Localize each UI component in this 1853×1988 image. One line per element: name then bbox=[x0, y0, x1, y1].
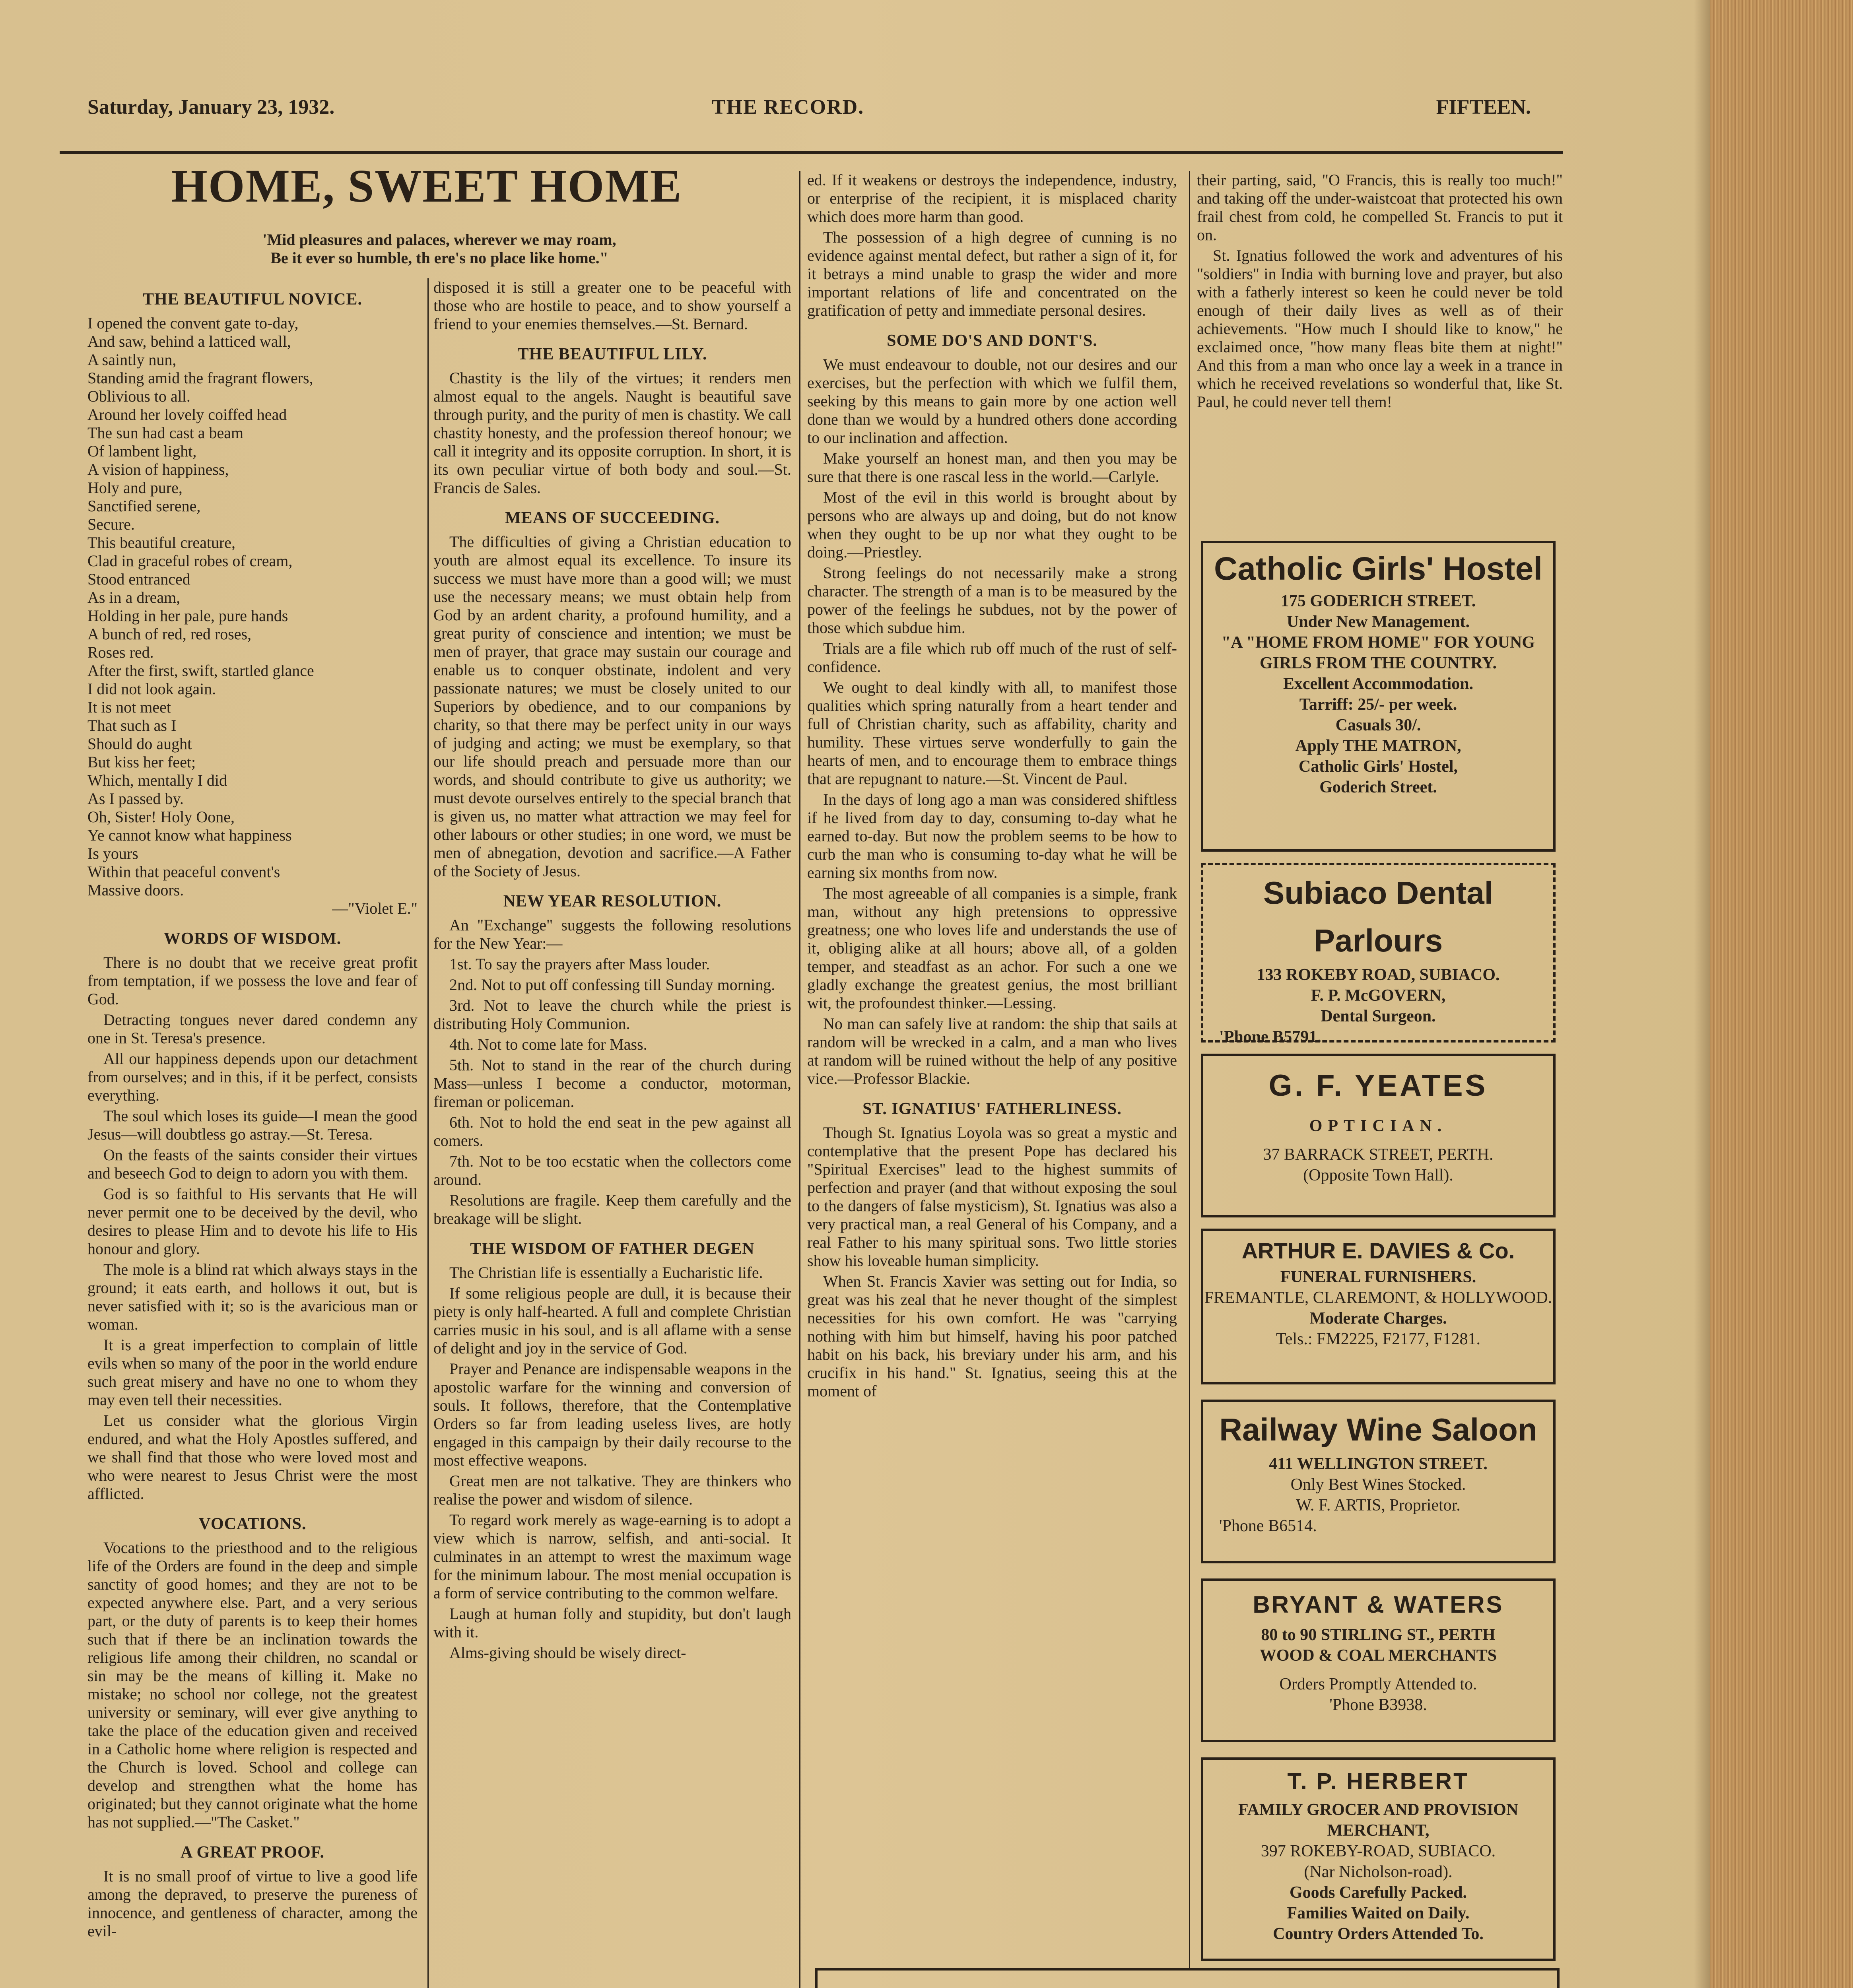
page-header bbox=[87, 95, 1531, 127]
charity-para: ed. If it weakens or destroys the independence, industry, or enterprise of the recipient, it is misplaced charity which does more harm than good. bbox=[807, 171, 1177, 225]
means-para: The difficulties of giving a Christian education to youth are almost equal its excellence. To insure its success we must have more than a good will; we must use the necessary means; we must obtain help from God by an ardent charity, a profound humility, and a great purity of conscience and intention; we must be men of prayer, that grace may sustain our courage and enable us to conquer obstinate, indolent and very passionate natures; we must be closely united to our Superiors by obedience, and to our companions by charity, so that there may be perfect unity in our ways of judging and acting; we must be exemplary, so that our life should preach and persuade more than our words, and should contribute to give us authority; we must devote ourselves entirely to the special branch that is given us, no matter what attraction we may feel for other labours or other studies; in one word, we must be men of abnegation, devotion and sacrifice.—A Father of the Society of Jesus. bbox=[433, 533, 791, 880]
masthead: THE RECORD. bbox=[712, 96, 864, 118]
resolution-para: 1st. To say the prayers after Mass louder. bbox=[449, 955, 710, 973]
dos-para: We must endeavour to double, not our desires and our exercises, but the perfection with which we fulfil them, seeking by this means to gain more by one action well done than we would by a hundred others done according to our inclination and affection. bbox=[807, 355, 1177, 447]
ignatius-continued: their parting, said, "O Francis, this is really too much!" and taking off the under-waistcoat that protected his own frail chest from cold, he compelled St. Francis to put it on. bbox=[1197, 171, 1563, 244]
wisdom-para: All our happiness depends upon our detachment from ourselves; and in this, if it be perfect, consists everything. bbox=[87, 1050, 418, 1104]
heading-novice: THE BEAUTIFUL NOVICE. bbox=[143, 290, 362, 309]
resolution-para: 3rd. Not to leave the church while the priest is distributing Holy Communion. bbox=[433, 996, 791, 1033]
dos-para: Make yourself an honest man, and then you may be sure that there is one rascal less in the world.—Carlyle. bbox=[807, 449, 1177, 485]
nelson-headline bbox=[818, 1986, 1557, 1988]
heading-degen: THE WISDOM OF FATHER DEGEN bbox=[470, 1240, 755, 1258]
ignatius-fleas: St. Ignatius followed the work and adventures of his "soldiers" in India with burning love and prayer, but also with a fatherly interest so keen he could never be told enough of their daily lives as well as of their achievements. "How much I should like to know," he exclaimed once, "how many fleas bite them at night!" And this from a man who once lay a week in a trance in which he received revelations so wonderful that, like St. Paul, he could never tell them! bbox=[1197, 247, 1563, 411]
davies-charges: Moderate Charges. bbox=[1309, 1309, 1447, 1328]
saloon-address: 411 WELLINGTON STREET. bbox=[1269, 1455, 1488, 1473]
vocations-para: Vocations to the priesthood and to the religious life of the Orders are found in the deep and simple sanctity of good homes; and they are not to be expected anywhere else. Part, and a very serious part, or the duty of parents is to keep their homes such that if there be an inclination towards the religious life among their children, no scandal or sin may be the means of killing it. Make no mistake; no school nor college, not the greatest university or seminary, will ever give anything to take the place of the education given and received in a Catholic home where religion is respected and the Church is loved. School and college can develop and strengthen what the home has originated; but they cannot originate what the home has not supplied.—"The Casket." bbox=[87, 1539, 418, 1831]
heading-dos: SOME DO'S AND DONT'S. bbox=[887, 332, 1097, 350]
resolution-para: Resolutions are fragile. Keep them carefully and the breakage will be slight. bbox=[433, 1191, 791, 1227]
herbert-families: Families Waited on Daily. bbox=[1287, 1904, 1470, 1922]
heading-ignatius: ST. IGNATIUS' FATHERLINESS. bbox=[862, 1100, 1122, 1118]
cunning-para: The possession of a high degree of cunning is no evidence against mental defect, but rather a sign of it, for it betrays a mind unable to grasp the wider and more important relations of life and concentrated on the gratification of petty and immediate personal desires. bbox=[807, 228, 1177, 319]
bryant-trade: WOOD & COAL MERCHANTS bbox=[1259, 1646, 1497, 1665]
degen-para: Prayer and Penance are indispensable weapons in the apostolic warfare for the winning and conversion of souls. It follows, therefore, that the Contemplative Orders so far from leading useless lives, are hotly engaged in this campaign by their daily recourse to the most effective weapons. bbox=[433, 1360, 791, 1469]
column-3 bbox=[807, 171, 1177, 1968]
wisdom-para: The mole is a blind rat which always stays in the ground; it eats earth, and hollows it out, but is never satisfied with it; so is the avaricious man or woman. bbox=[87, 1260, 418, 1333]
novice-poem: I opened the convent gate to-day, And saw, behind a latticed wall, A saintly nun, Standing amid the fragrant flowers, Oblivious to all. Around her lovely coiffed head The sun had cast a beam Of lambent light, A vision of happiness, Holy and pure, Sanctified serene, Secure. This beautiful creature, Clad in graceful robes of cream, Stood entranced As in a dream, Holding in her pale, pure hands A bunch of red, red roses, Roses red. After the first, swift, startled glance I did not look again. It is not meet That such as I Should do aught But kiss her feet; Which, mentally I did As I passed by. Oh, Sister! Holy Oone, Ye cannot know what happiness Is yours Within that peaceful convent's Massive doors. bbox=[87, 314, 314, 899]
issue-date: Saturday, January 23, 1932. bbox=[87, 96, 335, 118]
wisdom-para: It is a great imperfection to complain of little evils when so many of the poor in the world endure such great misery and have no one to whom they may even tell their necessities. bbox=[87, 1336, 418, 1409]
heading-proof: A GREAT PROOF. bbox=[180, 1843, 325, 1862]
hostel-apply-2: Catholic Girls' Hostel, bbox=[1298, 757, 1458, 776]
dos-para: We ought to deal kindly with all, to manifest those qualities which spring naturally from a heart tender and full of Christian charity, such as affability, charity and humility. These virtues serve wonderfully to gain the hearts of men, and to encourage them to embrace things that are repugnant to nature.—St. Vincent de Paul. bbox=[807, 678, 1177, 788]
dental-address: 133 ROKEBY ROAD, SUBIACO. bbox=[1257, 966, 1500, 984]
column-4 bbox=[1197, 171, 1563, 529]
saloon-name: Railway Wine Saloon bbox=[1219, 1412, 1537, 1447]
yeates-name: G. F. YEATES bbox=[1268, 1069, 1488, 1103]
resolution-para: 6th. Not to hold the end seat in the pew against all comers. bbox=[433, 1113, 791, 1149]
hostel-address: 175 GODERICH STREET. bbox=[1280, 592, 1476, 610]
saloon-phone: 'Phone B6514. bbox=[1219, 1517, 1317, 1535]
resolution-para: An "Exchange" suggests the following resolutions for the New Year:— bbox=[433, 916, 791, 952]
degen-para: The Christian life is essentially a Eucharistic life. bbox=[449, 1264, 763, 1281]
book-spine bbox=[1710, 0, 1853, 1988]
hostel-apply-3: Goderich Street. bbox=[1319, 778, 1437, 796]
degen-para: To regard work merely as wage-earning is to adopt a view which is narrow, selfish, and anti-social. It culminates in an attempt to wrest the maximum wage for the minimum labour. The most menial occupation is a form of service contributing to the common welfare. bbox=[433, 1511, 791, 1602]
bryant-orders: Orders Promptly Attended to. bbox=[1279, 1675, 1477, 1693]
lily-para: Chastity is the lily of the virtues; it renders men almost equal to the angels. Naught is beautiful save through purity, and the purity of men is chastity. We call chastity honesty, and the profession thereof honour; we call it integrity and its opposite corruption. In short, it is its own peculiar virtue of both body and soul.—St. Francis de Sales. bbox=[433, 369, 791, 497]
heading-vocations: VOCATIONS. bbox=[198, 1515, 307, 1533]
davies-tels: Tels.: FM2225, F2177, F1281. bbox=[1276, 1330, 1480, 1348]
hostel-management: Under New Management. bbox=[1287, 613, 1470, 631]
heading-means: MEANS OF SUCCEEDING. bbox=[505, 509, 720, 527]
bryant-phone: 'Phone B3938. bbox=[1329, 1696, 1427, 1714]
davies-trade: FUNERAL FURNISHERS. bbox=[1280, 1268, 1476, 1286]
dos-para: Strong feelings do not necessarily make a strong character. The strength of a man is to be measured by the power of the feelings he subdues, not by the power of those which subdue him. bbox=[807, 564, 1177, 637]
hostel-casuals: Casuals 30/. bbox=[1335, 716, 1421, 734]
dos-para: Most of the evil in this world is brought about by persons who are always up and doing, but do not know when they ought to be up nor what they ought to be doing.—Priestley. bbox=[807, 488, 1177, 561]
wisdom-para: There is no doubt that we receive great profit from temptation, if we possess the love and fear of God. bbox=[87, 953, 418, 1008]
ad-bryant-waters bbox=[1201, 1578, 1556, 1742]
herbert-address: 397 ROKEBY-ROAD, SUBIACO. bbox=[1261, 1842, 1496, 1860]
dental-name: Subiaco Dental Parlours bbox=[1263, 875, 1493, 958]
herbert-trade: FAMILY GROCER AND PROVISION MERCHANT, bbox=[1238, 1801, 1519, 1840]
motto: 'Mid pleasures and palaces, wherever we may roam, Be it ever so humble, th ere's no place like home." bbox=[262, 231, 616, 267]
degen-para: Alms-giving should be wisely direct- bbox=[449, 1644, 686, 1662]
hostel-name: Catholic Girls' Hostel bbox=[1214, 551, 1542, 587]
dos-para: In the days of long ago a man was considered shiftless if he lived from day to day, consuming to-day what he earned to-day. But now the problem seems to be how to curb the man who is consuming to-day what he will be earning six months from now. bbox=[807, 790, 1177, 881]
ad-herbert bbox=[1201, 1757, 1556, 1961]
wisdom-para: Let us consider what the glorious Virgin endured, and what the Holy Apostles suffered, and we shall find that those who were loved most and who were nearest to Jesus Christ were the most afflicted. bbox=[87, 1411, 418, 1503]
resolution-para: 4th. Not to come late for Mass. bbox=[449, 1035, 647, 1053]
davies-places: FREMANTLE, CLAREMONT, & HOLLYWOOD. bbox=[1204, 1289, 1552, 1307]
dos-para: No man can safely live at random: the ship that sails at random will be wrecked in a calm, and a man who lives at random will be ruined without the help of any positive vice.—Professor Blackie. bbox=[807, 1015, 1177, 1087]
ad-catholic-girls-hostel bbox=[1201, 541, 1556, 852]
ignatius-para: Though St. Ignatius Loyola was so great a mystic and contemplative that the present Pope has declared his "Spiritual Exercises" lead to the highest summits of perfection and prayer (and that without exposing the soul to the dangers of false mysticism), St. Ignatius was also a very practical man, a real General of his Company, and a real Father to his many spiritual sons. Two little stories show his loveable human simplicity. bbox=[807, 1124, 1177, 1270]
ignatius-para: When St. Francis Xavier was setting out for India, so great was his zeal that he never thought of the simplest necessities for his own comfort. He was "carrying nothing with him but himself, having his poor patched habit on his back, his breviary under his arm, and his crucifix in his hand." St. Ignatius, seeing this at the moment of bbox=[807, 1272, 1177, 1400]
bryant-address: 80 to 90 STIRLING ST., PERTH bbox=[1261, 1626, 1496, 1644]
dental-role: Dental Surgeon. bbox=[1321, 1007, 1436, 1025]
poem-signature: —"Violet E." bbox=[332, 899, 418, 917]
wisdom-para: The soul which loses its guide—I mean the good Jesus—will doubtless go astray.—St. Teresa. bbox=[87, 1107, 418, 1143]
column-2 bbox=[433, 278, 791, 1988]
bernard-quote: disposed it is still a greater one to be peaceful with those who are hostile to peace, and to show yourself a friend to your enemies themselves.—St. Bernard. bbox=[433, 278, 791, 333]
saloon-wines: Only Best Wines Stocked. bbox=[1290, 1475, 1466, 1494]
yeates-note: (Opposite Town Hall). bbox=[1303, 1166, 1453, 1184]
heading-resolution: NEW YEAR RESOLUTION. bbox=[503, 892, 722, 911]
page-title: HOME, SWEET HOME bbox=[171, 160, 682, 212]
column-1 bbox=[87, 278, 418, 1988]
wisdom-para: God is so faithful to His servants that He will never permit one to be deceived by the devil, who desires to please Him and to devote his life to His honour and glory. bbox=[87, 1185, 418, 1258]
hostel-tariff: Tarriff: 25/- per week. bbox=[1299, 695, 1457, 714]
resolution-para: 2nd. Not to put off confessing till Sunday morning. bbox=[449, 976, 775, 994]
column-rule bbox=[427, 278, 429, 1988]
heading-lily: THE BEAUTIFUL LILY. bbox=[517, 345, 707, 363]
dental-person: F. P. McGOVERN, bbox=[1311, 986, 1446, 1005]
yeates-address: 37 BARRACK STREET, PERTH. bbox=[1263, 1145, 1494, 1164]
saloon-owner: W. F. ARTIS, Proprietor. bbox=[1296, 1496, 1461, 1514]
dental-phone: 'Phone B5791. bbox=[1219, 1028, 1321, 1046]
ad-railway-saloon bbox=[1201, 1400, 1556, 1563]
dos-para: The most agreeable of all companies is a simple, frank man, without any high pretensions to oppressive greatness; one who loves life and understands the use of it, obliging alike at all hours; above all, of a golden temper, and steadfast as an achor. For such a one we gladly exchange the greatest genius, the most brilliant wit, the profoundest thinker.—Lessing. bbox=[807, 884, 1177, 1012]
proof-para: It is no small proof of virtue to live a good life among the depraved, to preserve the pureness of innocence, and gentleness of character, among the evil- bbox=[87, 1867, 418, 1940]
degen-para: Laugh at human folly and stupidity, but don't laugh with it. bbox=[433, 1605, 791, 1641]
resolution-para: 5th. Not to stand in the rear of the church during Mass—unless I become a conductor, motorman, fireman or policeman. bbox=[433, 1056, 791, 1110]
wisdom-para: Detracting tongues never dared condemn any one in St. Teresa's presence. bbox=[87, 1011, 418, 1047]
ad-george-nelson bbox=[815, 1968, 1560, 1988]
dos-para: Trials are a file which rub off much of the rust of self-confidence. bbox=[807, 639, 1177, 676]
ad-subiaco-dental bbox=[1201, 863, 1556, 1046]
page-number: FIFTEEN. bbox=[1436, 96, 1531, 118]
davies-name: ARTHUR E. DAVIES & Co. bbox=[1241, 1238, 1515, 1263]
wisdom-para: On the feasts of the saints consider their virtues and beseech God to deign to adorn you with them. bbox=[87, 1146, 418, 1182]
resolution-para: 7th. Not to be too ecstatic when the collectors come around. bbox=[433, 1152, 791, 1188]
yeates-trade: OPTICIAN. bbox=[1309, 1117, 1447, 1135]
ad-davies bbox=[1201, 1229, 1556, 1384]
header-rule bbox=[60, 151, 1563, 154]
heading-wisdom: WORDS OF WISDOM. bbox=[163, 930, 342, 948]
hostel-slogan: "A "HOME FROM HOME" FOR YOUNG GIRLS FROM THE COUNTRY. bbox=[1221, 633, 1535, 672]
herbert-country: Country Orders Attended To. bbox=[1273, 1925, 1484, 1943]
column-rule bbox=[1189, 171, 1190, 1968]
bryant-name: BRYANT & WATERS bbox=[1253, 1591, 1504, 1618]
herbert-near: (Nar Nicholson-road). bbox=[1304, 1863, 1453, 1881]
ad-yeates bbox=[1201, 1054, 1556, 1217]
herbert-goods: Goods Carefully Packed. bbox=[1289, 1883, 1467, 1902]
hostel-accommodation: Excellent Accommodation. bbox=[1283, 675, 1474, 693]
degen-para: Great men are not talkative. They are thinkers who realise the power and wisdom of silence. bbox=[433, 1472, 791, 1508]
column-rule bbox=[799, 171, 800, 1988]
herbert-name: T. P. HERBERT bbox=[1287, 1769, 1469, 1794]
hostel-apply: Apply THE MATRON, bbox=[1295, 737, 1461, 755]
degen-para: If some religious people are dull, it is because their piety is only half-hearted. A full and complete Christian carries music in his soul, and is all aflame with a sense of delight and joy in the service of God. bbox=[433, 1284, 791, 1357]
